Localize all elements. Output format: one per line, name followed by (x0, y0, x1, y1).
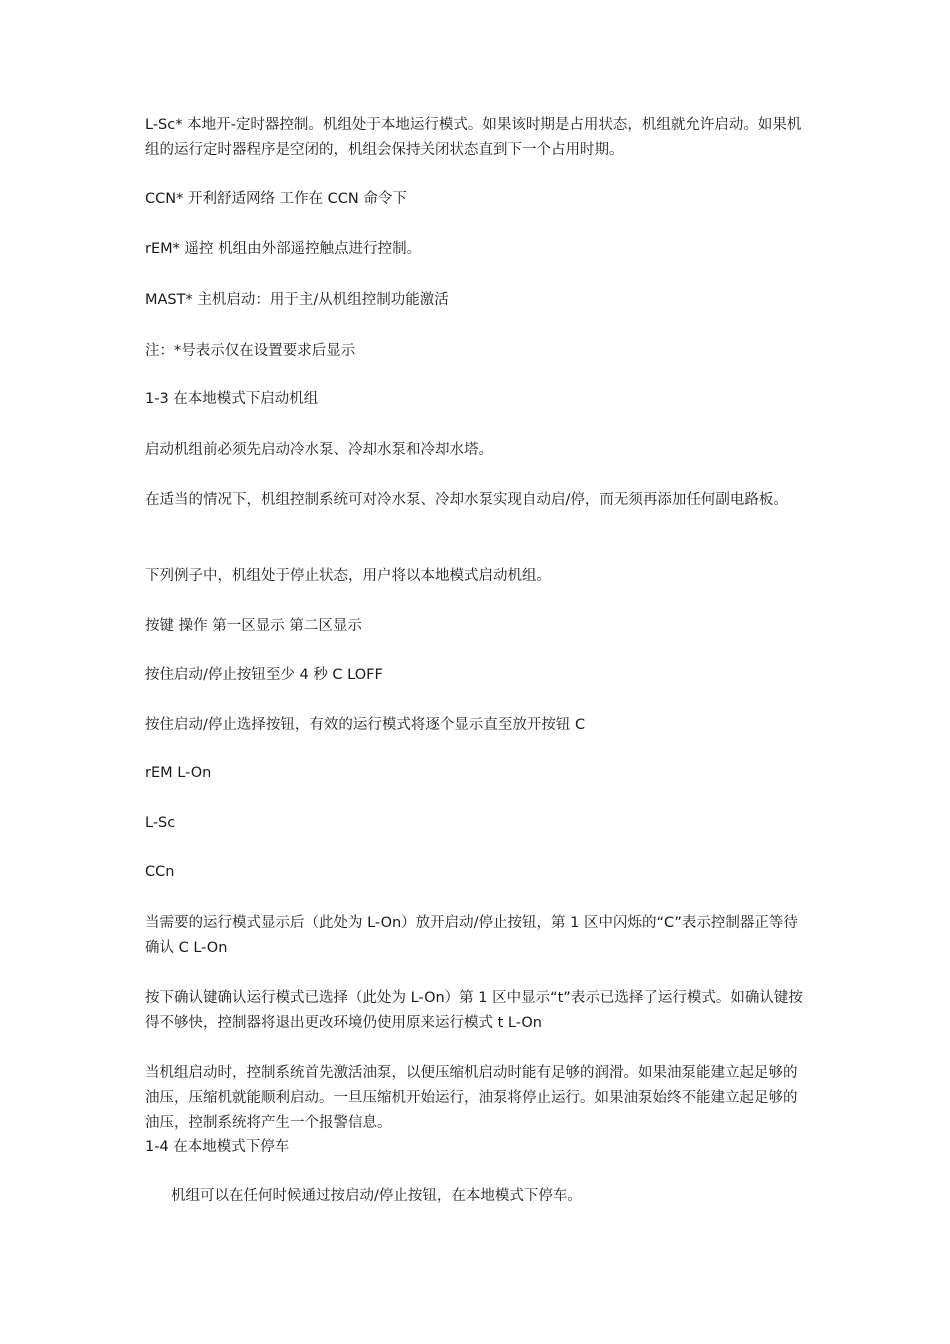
mode-line-lsc: L-Sc (145, 815, 176, 831)
step-select-mode: 按住启动/停止选择按钮，有效的运行模式将逐个显示直至放开按钮 C (145, 717, 586, 733)
paragraph-example-intro: 下列例子中，机组处于停止状态，用户将以本地模式启动机组。 (145, 568, 551, 584)
paragraph-rem-mode: rEM* 遥控 机组由外部遥控触点进行控制。 (145, 241, 422, 257)
table-header-line: 按键 操作 第一区显示 第二区显示 (145, 618, 362, 634)
paragraph-ccn-mode: CCN* 开利舒适网络 工作在 CCN 命令下 (145, 191, 407, 207)
step-confirm-key: 按下确认键确认运行模式已选择（此处为 L-On）第 1 区中显示“t”表示已选择了运行模式。如确认键按得不够快，控制器将退出更改环境仍使用原来运行模式 t L-On (145, 990, 803, 1031)
step-hold-button: 按住启动/停止按钮至少 4 秒 C LOFF (145, 667, 383, 683)
paragraph-auto-start-stop: 在适当的情况下，机组控制系统可对冷水泵、冷却水泵实现自动启/停，而无须再添加任何副电路板。 (145, 492, 788, 508)
paragraph-local-stop: 机组可以在任何时候通过按启动/停止按钮，在本地模式下停车。 (171, 1188, 582, 1204)
paragraph-lsc-mode: L-Sc* 本地开-定时器控制。机组处于本地运行模式。如果该时期是占用状态，机组就允许启动。如果机组的运行定时器程序是空闭的，机组会保持关闭状态直到下一个占用时期。 (145, 117, 802, 158)
paragraph-pumps-first: 启动机组前必须先启动冷水泵、冷却水泵和冷却水塔。 (145, 442, 493, 458)
section-heading-1-4: 1-4 在本地模式下停车 (145, 1139, 290, 1155)
step-release-button: 当需要的运行模式显示后（此处为 L-On）放开启动/停止按钮，第 1 区中闪烁的“C”表示控制器正等待确认 C L-On (145, 915, 798, 956)
section-heading-1-3: 1-3 在本地模式下启动机组 (145, 391, 319, 407)
paragraph-mast-mode: MAST* 主机启动：用于主/从机组控制功能激活 (145, 292, 449, 308)
mode-line-ccn: CCn (145, 864, 175, 880)
mode-line-rem: rEM L-On (145, 765, 212, 781)
paragraph-oil-pump: 当机组启动时，控制系统首先激活油泵，以便压缩机启动时能有足够的润滑。如果油泵能建立起足够的油压，压缩机就能顺利启动。一旦压缩机开始运行，油泵将停止运行。如果油泵始终不能建立起足够的油压，控制系统将产生一个报警信息。 (145, 1065, 798, 1131)
paragraph-note: 注：*号表示仅在设置要求后显示 (145, 343, 356, 359)
